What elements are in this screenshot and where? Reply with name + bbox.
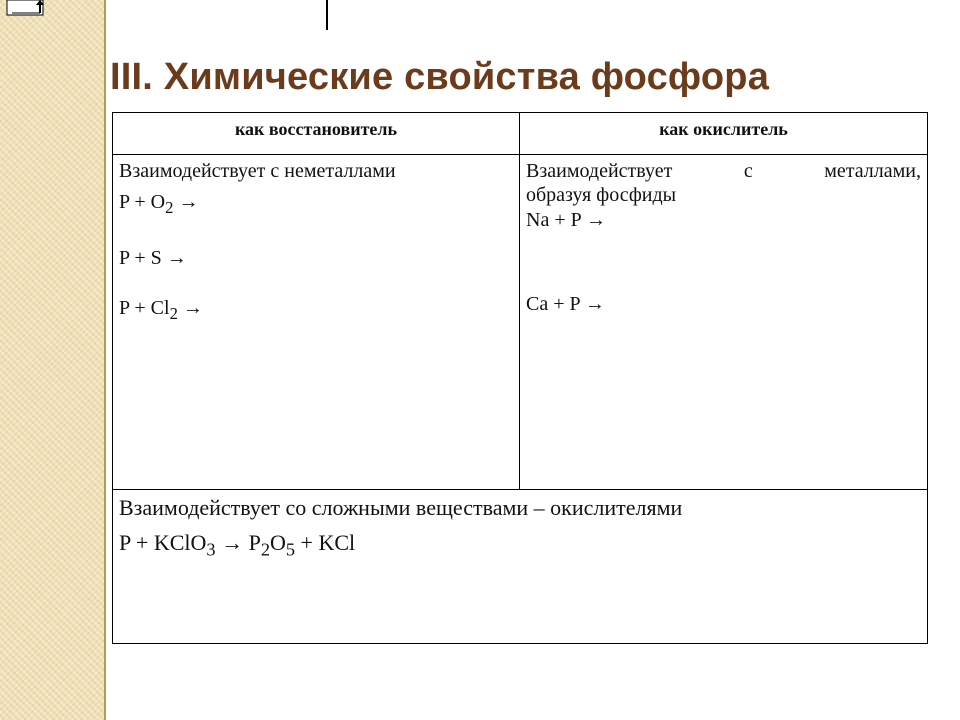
oxidizer-description-line1: Взаимодействует с металлами,	[526, 160, 921, 182]
properties-table	[112, 112, 928, 644]
oxidizer-cell	[520, 155, 928, 490]
reaction-ca-p: Ca + P →	[526, 293, 605, 315]
table-header-row	[113, 113, 928, 155]
reaction-p-s: P + S →	[119, 247, 187, 269]
oxidizer-description-line2: образуя фосфиды	[526, 184, 677, 206]
page-title: III. Химические свойства фосфора	[110, 56, 770, 98]
table-row	[113, 490, 928, 644]
divider-mark	[326, 0, 328, 30]
complex-description: Взаимодействует со сложными веществами – окислителями	[119, 495, 683, 520]
decorative-side-bar	[0, 0, 106, 720]
reaction-na-p: Na + P →	[526, 209, 606, 231]
reducer-description: Взаимодействует с неметаллами	[119, 160, 396, 182]
reaction-p-cl2: $P + Cl_2$ →	[119, 297, 203, 323]
table-row	[113, 155, 928, 490]
reducer-cell	[113, 155, 520, 490]
complex-cell	[113, 490, 928, 644]
return-arrow-icon	[6, 0, 46, 16]
header-oxidizer: как окислитель	[520, 113, 928, 155]
header-reducer: как восстановитель	[113, 113, 520, 155]
reaction-kclo3: P + KClO$_3$ → $P_2O_5$ + KCl	[119, 530, 356, 560]
reaction-p-o2: $P + O_2$ →	[119, 191, 199, 217]
